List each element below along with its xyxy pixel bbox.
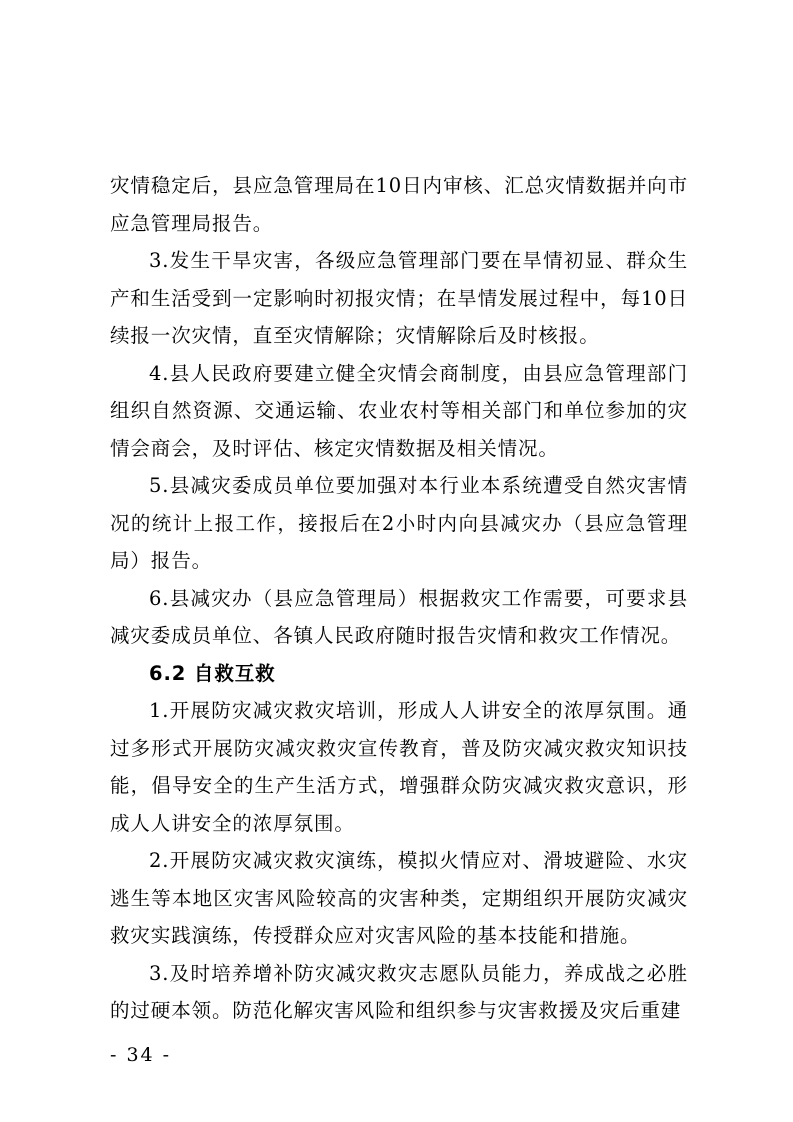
paragraph-selfhelp-3: 3.及时培养增补防灾减灾救灾志愿队员能力，养成战之必胜的过硬本领。防范化解灾害风险和组织参与灾害救援及灾后重建 <box>110 961 688 1022</box>
paragraph-selfhelp-2: 2.开展防灾减灾救灾演练，模拟火情应对、滑坡避险、水灾逃生等本地区灾害风险较高的灾害种类，定期组织开展防灾减灾救灾实践演练，传授群众应对灾害风险的基本技能和措施。 <box>110 849 688 947</box>
paragraph-selfhelp-1: 1.开展防灾减灾救灾培训，形成人人讲安全的浓厚氛围。通过多形式开展防灾减灾救灾宣传教育，普及防灾减灾救灾知识技能，倡导安全的生产生活方式，增强群众防灾减灾救灾意识，形成人人讲安全的浓厚氛围。 <box>110 699 688 835</box>
paragraph-item-5: 5.县减灾委成员单位要加强对本行业本系统遭受自然灾害情况的统计上报工作，接报后在2小时内向县减灾办（县应急管理局）报告。 <box>110 474 688 572</box>
paragraph-item-4: 4.县人民政府要建立健全灾情会商制度，由县应急管理部门组织自然资源、交通运输、农业农村等相关部门和单位参加的灾情会商会，及时评估、核定灾情数据及相关情况。 <box>110 361 688 460</box>
paragraph-continuation: 灾情稳定后，县应急管理局在10日内审核、汇总灾情数据并向市应急管理局报告。 <box>110 174 688 235</box>
page-number: - 34 - <box>110 1044 172 1066</box>
section-heading: 6.2 自救互救 <box>149 661 276 685</box>
body-text <box>110 167 688 1030</box>
paragraph-item-3: 3.发生干旱灾害，各级应急管理部门要在旱情初显、群众生产和生活受到一定影响时初报灾情；在旱情发展过程中，每10日续报一次灾情，直至灾情解除；灾情解除后及时核报。 <box>110 249 688 347</box>
paragraph-item-6: 6.县减灾办（县应急管理局）根据救灾工作需要，可要求县减灾委成员单位、各镇人民政府随时报告灾情和救灾工作情况。 <box>110 586 688 647</box>
